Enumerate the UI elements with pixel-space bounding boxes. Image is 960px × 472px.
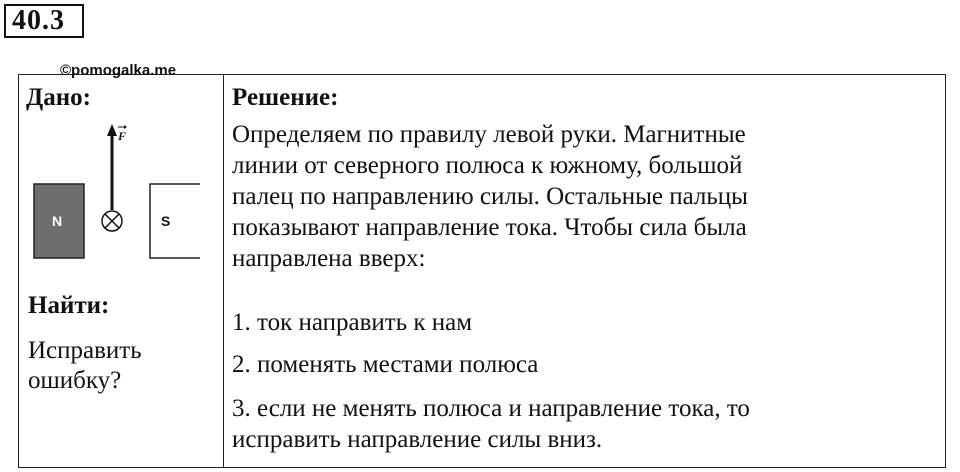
solution-title: Решение: — [232, 84, 339, 111]
given-title: Дано: — [26, 84, 91, 111]
south-pole-label: S — [161, 213, 171, 229]
force-label: F — [118, 129, 127, 143]
find-line-1: Исправить — [28, 337, 142, 364]
force-arrow-head — [107, 124, 117, 136]
problem-number: 40.3 — [4, 4, 84, 38]
column-divider — [223, 75, 224, 467]
solution-item-3-line-1: 3. если не менять полюса и направление тока, то — [232, 395, 750, 422]
solution-item-3-line-2: исправить направление силы вниз. — [232, 426, 603, 453]
solution-paragraph-line-5: направлена вверх: — [232, 245, 426, 272]
solution-paragraph-line-3: палец по направлению силы. Остальные пальцы — [232, 183, 748, 210]
find-title: Найти: — [28, 292, 110, 319]
solution-item-1: 1. ток направить к нам — [232, 309, 473, 336]
south-pole-magnet — [150, 184, 200, 258]
solution-paragraph-line-1: Определяем по правилу левой руки. Магнитные — [232, 121, 746, 148]
find-text — [28, 336, 208, 396]
solution-paragraph-line-2: линии от северного полюса к южному, большой — [232, 152, 743, 179]
find-line-2: ошибку? — [28, 367, 122, 394]
solution-item-2: 2. поменять местами полюса — [232, 351, 539, 378]
north-pole-label: N — [52, 213, 63, 229]
watermark: ©pomogalka.me — [60, 62, 177, 79]
magnet-diagram — [30, 118, 210, 268]
solution-paragraph-line-4: показывают направление тока. Чтобы сила была — [232, 214, 747, 241]
